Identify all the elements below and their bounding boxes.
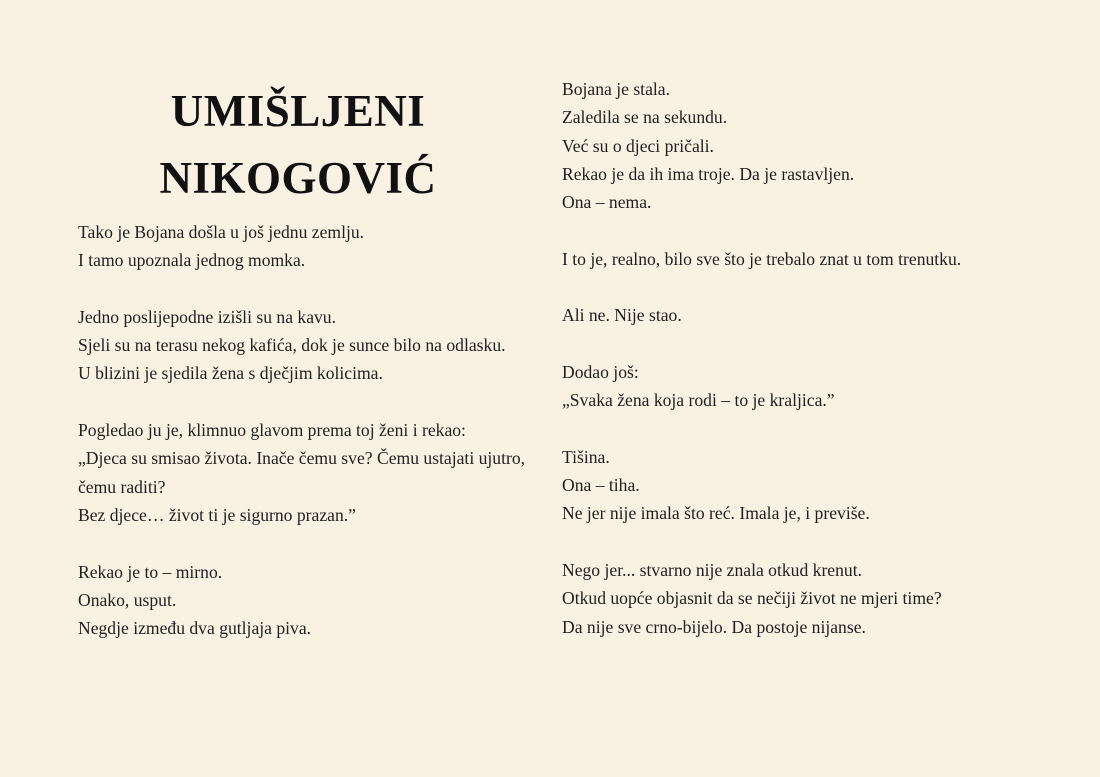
text-line: Već su o djeci pričali. — [562, 135, 714, 156]
text-line: Negdje između dva gutljaja piva. — [78, 618, 312, 639]
text-line: Sjeli su na terasu nekog kafića, dok je sunce bilo na odlasku. — [78, 335, 506, 356]
text-line: Rekao je to – mirno. — [78, 561, 223, 582]
paragraph — [78, 218, 533, 275]
text-line: Dodao još: — [562, 361, 639, 382]
text-line: Nego jer... stvarno nije znala otkud krenut. — [562, 560, 862, 581]
text-line: Bojana je stala. — [562, 79, 670, 99]
text-line: Tišina. — [562, 446, 610, 467]
text-line: Tako je Bojana došla u još jednu zemlju. — [78, 222, 365, 242]
quote-line: „Djeca su smisao života. Inače čemu sve? Čemu ustajati ujutro, čemu raditi? — [78, 448, 526, 497]
text-line: I tamo upoznala jednog momka. — [78, 250, 306, 271]
paragraph — [562, 75, 1002, 216]
paragraph — [562, 443, 1002, 528]
paragraph — [562, 358, 1002, 415]
title-line-1: UMIŠLJENI — [170, 86, 426, 136]
paragraph — [78, 303, 533, 388]
text-line: Jedno poslijepodne izišli su na kavu. — [78, 306, 337, 327]
text-line: Ona – nema. — [562, 192, 652, 213]
story-title — [78, 78, 518, 212]
text-line: Zaledila se na sekundu. — [562, 107, 728, 128]
right-text-column — [562, 75, 1002, 641]
text-line: Ne jer nije imala što reć. Imala je, i previše. — [562, 503, 870, 524]
left-text-column — [78, 218, 533, 642]
quote-line: „Svaka žena koja rodi – to je kraljica.” — [562, 390, 835, 411]
text-line: Rekao je da ih ima troje. Da je rastavljen. — [562, 163, 855, 184]
paragraph — [78, 558, 533, 643]
paragraph — [562, 556, 1002, 641]
text-line: Pogledao ju je, klimnuo glavom prema toj ženi i rekao: — [78, 420, 466, 441]
text-line: U blizini je sjedila žena s dječjim kolicima. — [78, 363, 383, 384]
paragraph — [78, 416, 533, 529]
paragraph — [562, 245, 1002, 273]
paragraph — [562, 301, 1002, 329]
title-line-2: NIKOGOVIĆ — [159, 153, 437, 203]
text-line: Ali ne. Nije stao. — [562, 305, 682, 326]
text-line: Onako, usput. — [78, 589, 177, 610]
text-line: Otkud uopće objasnit da se nečiji život ne mjeri time? — [562, 588, 942, 609]
quote-line: Bez djece… život ti je sigurno prazan.” — [78, 504, 356, 525]
text-line: I to je, realno, bilo sve što je trebalo znat u tom trenutku. — [562, 248, 962, 269]
text-line: Da nije sve crno-bijelo. Da postoje nijanse. — [562, 616, 866, 637]
text-line: Ona – tiha. — [562, 475, 640, 496]
